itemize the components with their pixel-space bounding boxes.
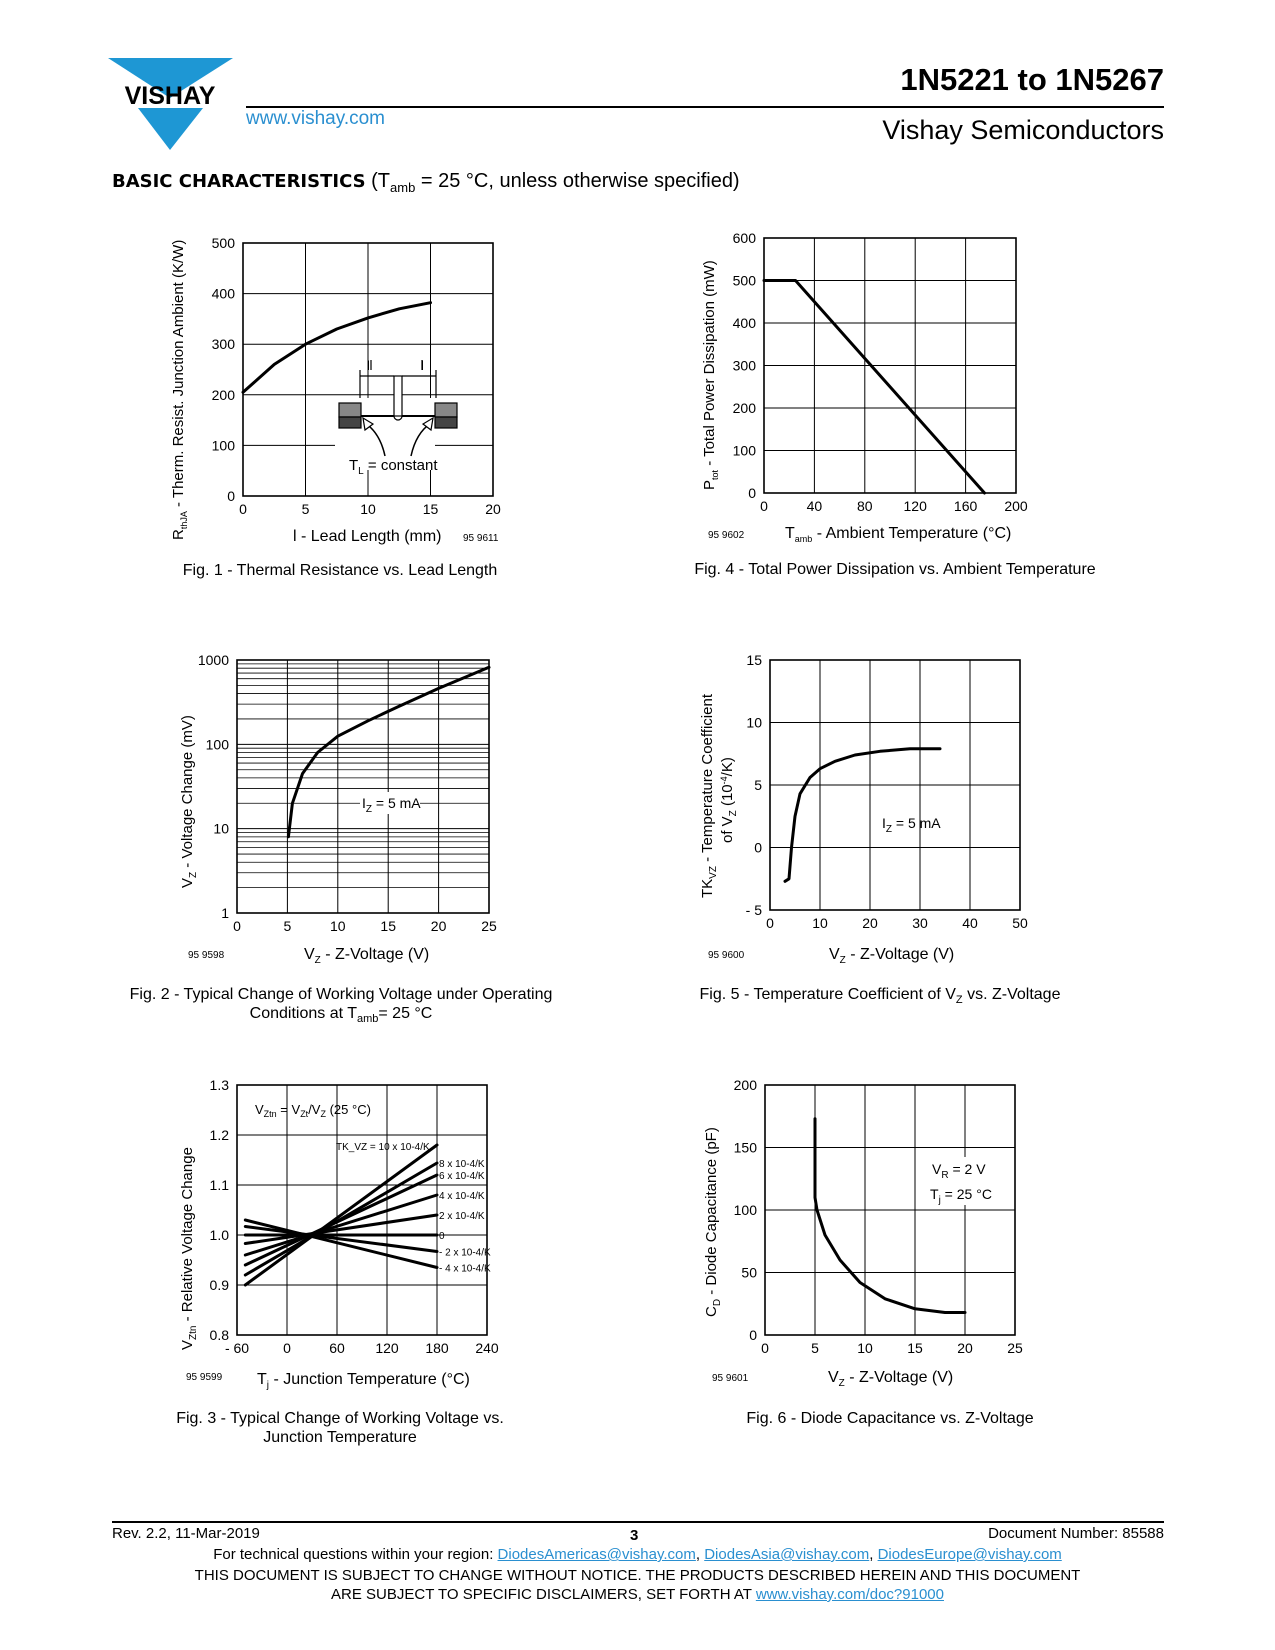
y-tick-label: 0 (227, 488, 235, 504)
y-tick-label: 100 (733, 1202, 757, 1218)
x-tick-label: 5 (811, 1340, 819, 1356)
fig4-xlabel: $T_{amb}$ - Ambient Temperature (°C) (785, 525, 1012, 544)
fig5-caption: Fig. 5 - Temperature Coefficient of $V_Z$ vs. Z-Voltage (699, 986, 1061, 1007)
x-tick-label: 50 (1012, 915, 1028, 931)
y-tick-label: 150 (733, 1139, 757, 1156)
y-tick-label: 0.8 (209, 1327, 229, 1343)
y-tick-label: 1000 (197, 652, 229, 668)
fig1-code: 95 9611 (463, 533, 499, 544)
y-tick-label: 0 (748, 485, 756, 501)
x-tick-label: 15 (422, 501, 439, 517)
footer-rule (112, 1521, 1164, 1523)
x-tick-label: 0 (760, 498, 768, 514)
x-tick-label: 10 (812, 915, 828, 931)
fig5-ylabel-line2: of $V_Z$ $(10^{-4}/K)$ (719, 757, 739, 843)
y-tick-label: 15 (746, 652, 762, 668)
fig4-code: 95 9602 (708, 530, 745, 541)
lead-label-right: l (421, 358, 424, 373)
y-tick-label: 200 (211, 386, 235, 403)
y-tick-label: - 5 (745, 902, 762, 918)
lead-label-left: l (367, 358, 370, 373)
y-tick-label: 0 (749, 1327, 757, 1343)
y-tick-label: 1 (221, 905, 229, 921)
series-label: 2 x 10-4/K (439, 1211, 485, 1222)
disclaimer-link[interactable]: www.vishay.com/doc?91000 (755, 1586, 944, 1603)
x-tick-label: 25 (481, 918, 497, 934)
fig2-xlabel: $V_Z$ - Z-Voltage (V) (304, 946, 430, 966)
y-tick-label: 10 (746, 714, 762, 731)
logo-text: VISHAY (124, 82, 216, 110)
y-tick-label: 1.3 (209, 1077, 229, 1093)
x-tick-label: 60 (329, 1340, 345, 1356)
fig4-ylabel: $P_{tot}$ - Total Power Dissipation (mW) (701, 260, 720, 490)
x-tick-label: 40 (962, 915, 978, 931)
footer-disclaimer-1: THIS DOCUMENT IS SUBJECT TO CHANGE WITHOUT NOTICE. THE PRODUCTS DESCRIBED HEREIN AND THIS DOCUMENT (194, 1567, 1081, 1584)
x-tick-label: 15 (380, 918, 396, 934)
x-tick-label: 0 (233, 918, 241, 934)
part-range-title: 1N5221 to 1N5267 (900, 62, 1164, 97)
y-tick-label: 500 (211, 235, 235, 251)
footer-questions: For technical questions within your region: DiodesAmericas@vishay.com, DiodesAsia@vishay.com, DiodesEurope@vishay.com (213, 1546, 1062, 1563)
y-tick-label: 600 (732, 230, 756, 246)
fig3-formula: $V_{Ztn} = V_{Zt}/V_Z$ (25 °C) (255, 1102, 371, 1119)
x-tick-label: 30 (912, 915, 928, 931)
series-label: 6 x 10-4/K (439, 1171, 485, 1182)
series-line (245, 1220, 437, 1268)
fig1-xlabel: l - Lead Length (mm) (293, 528, 442, 545)
x-tick-label: 0 (239, 501, 247, 517)
vishay-logo (108, 58, 233, 154)
x-tick-label: 20 (430, 918, 447, 934)
fig3-xlabel: $T_j$ - Junction Temperature (°C) (257, 1371, 470, 1391)
series-label: - 2 x 10-4/K (439, 1247, 491, 1259)
x-tick-label: 120 (375, 1340, 399, 1356)
y-tick-label: 0.9 (209, 1277, 229, 1293)
fig2-ylabel: $V_Z$ - Voltage Change (mV) (179, 715, 199, 888)
fig2-code: 95 9598 (188, 950, 225, 961)
series-label: 8 x 10-4/K (439, 1159, 485, 1170)
y-tick-label: 200 (732, 400, 756, 416)
y-tick-label: 1.1 (209, 1177, 229, 1193)
fig5-ylabel-line1: $TK_{VZ}$ - Temperature Coefficient (699, 694, 719, 898)
series-line (245, 1145, 437, 1285)
email-asia-link[interactable]: DiodesAsia@vishay.com (704, 1546, 870, 1563)
series-line (245, 1195, 437, 1255)
y-tick-label: 200 (733, 1077, 757, 1093)
fig6-annotation-tj: $T_j = 25$ °C (930, 1186, 992, 1206)
fig3-code: 95 9599 (186, 1372, 223, 1383)
x-tick-label: 20 (485, 501, 501, 517)
footer-page-number: 3 (630, 1527, 639, 1544)
y-tick-label: 100 (732, 442, 756, 459)
fig6-ylabel: $C_D$ - Diode Capacitance (pF) (703, 1127, 723, 1317)
series-label: 4 x 10-4/K (439, 1191, 485, 1202)
x-tick-label: 5 (283, 918, 292, 934)
section-condition: ($T_{amb} = 25$ °C, unless otherwise specified) (371, 170, 740, 195)
x-tick-label: 40 (806, 498, 823, 514)
y-tick-label: 50 (741, 1264, 757, 1281)
figure-6-chart (690, 1075, 1050, 1395)
x-tick-label: 10 (330, 918, 346, 934)
x-tick-label: 10 (360, 501, 376, 517)
figure-3-chart (170, 1075, 540, 1395)
series-line (764, 281, 985, 494)
x-tick-label: 20 (862, 915, 878, 931)
x-tick-label: 80 (857, 498, 873, 514)
x-tick-label: 0 (283, 1340, 291, 1356)
y-tick-label: 400 (211, 285, 235, 302)
footer-doc-number: Document Number: 85588 (988, 1525, 1164, 1542)
fig1-annotation: $T_L$ = constant (349, 457, 438, 477)
logo-bottom-triangle (138, 108, 203, 150)
series-label: - 4 x 10-4/K (439, 1263, 491, 1275)
header-url-link[interactable]: www.vishay.com (246, 108, 386, 129)
x-tick-label: 10 (857, 1340, 873, 1356)
y-tick-label: 300 (211, 336, 235, 353)
figure-4-chart (690, 228, 1050, 556)
header-rule (246, 106, 1164, 108)
x-tick-label: 0 (766, 915, 774, 931)
x-tick-label: 120 (903, 498, 927, 514)
figure-5-chart (690, 648, 1050, 970)
x-tick-label: 200 (1004, 498, 1028, 514)
x-tick-label: 20 (957, 1340, 973, 1356)
y-tick-label: 500 (732, 272, 756, 289)
figure-1-chart (165, 228, 540, 556)
x-tick-label: 240 (475, 1340, 499, 1356)
x-tick-label: 25 (1007, 1340, 1023, 1356)
fig1-caption: Fig. 1 - Thermal Resistance vs. Lead Length (182, 562, 498, 579)
fig2-annotation: $I_Z = 5$ mA (362, 795, 421, 815)
fig6-xlabel: $V_Z$ - Z-Voltage (V) (828, 1369, 954, 1389)
fig5-xlabel: $V_Z$ - Z-Voltage (V) (829, 946, 955, 966)
x-tick-label: 160 (953, 498, 978, 514)
y-tick-label: 100 (205, 736, 229, 753)
y-tick-label: 0 (754, 839, 762, 856)
fig3-caption: Fig. 3 - Typical Change of Working Voltage vs. Junction Temperature (176, 1410, 504, 1446)
email-americas-link[interactable]: DiodesAmericas@vishay.com (497, 1546, 696, 1563)
series-label: 0 (439, 1231, 445, 1242)
fig3-ylabel: $V_{Ztn}$ - Relative Voltage Change (179, 1147, 199, 1350)
section-heading (112, 170, 740, 195)
email-europe-link[interactable]: DiodesEurope@vishay.com (877, 1546, 1062, 1563)
fig2-caption: Fig. 2 - Typical Change of Working Voltage under Operating Conditions at $T_{amb}= 25$ °C (129, 986, 553, 1026)
figure-2-chart (170, 648, 540, 970)
tk-label: TK_VZ = 10 x 10-4/K (336, 1142, 430, 1153)
x-tick-label: - 60 (224, 1340, 250, 1356)
fig4-caption: Fig. 4 - Total Power Dissipation vs. Ambient Temperature (694, 561, 1096, 578)
company-name: Vishay Semiconductors (882, 115, 1164, 145)
x-tick-label: 15 (907, 1340, 923, 1356)
fig6-annotation-vr: $V_R = 2$ V (932, 1161, 986, 1181)
fig5-annotation: $I_Z = 5$ mA (882, 815, 941, 835)
x-tick-label: 5 (301, 501, 310, 517)
y-tick-label: 10 (213, 820, 229, 837)
footer-disclaimer-2: ARE SUBJECT TO SPECIFIC DISCLAIMERS, SET FORTH AT www.vishay.com/doc?91000 (331, 1586, 944, 1603)
fig6-caption: Fig. 6 - Diode Capacitance vs. Z-Voltage (746, 1410, 1034, 1427)
y-tick-label: 300 (732, 357, 756, 374)
y-tick-label: 400 (732, 315, 756, 331)
fig1-ylabel: $R_{thJA}$ - Therm. Resist. Junction Ambient (K/W) (170, 239, 189, 540)
x-tick-label: 180 (425, 1340, 449, 1356)
section-title: BASIC CHARACTERISTICS (112, 171, 366, 192)
plot-frame (237, 660, 489, 913)
footer-revision: Rev. 2.2, 11-Mar-2019 (112, 1525, 260, 1542)
y-tick-label: 5 (754, 777, 762, 793)
x-tick-label: 0 (761, 1340, 769, 1356)
fig6-code: 95 9601 (712, 1373, 749, 1384)
lead-length-inset (335, 360, 457, 470)
y-tick-label: 100 (211, 437, 235, 454)
fig5-code: 95 9600 (708, 950, 745, 961)
y-tick-label: 1.0 (209, 1227, 229, 1243)
y-tick-label: 1.2 (209, 1127, 229, 1143)
